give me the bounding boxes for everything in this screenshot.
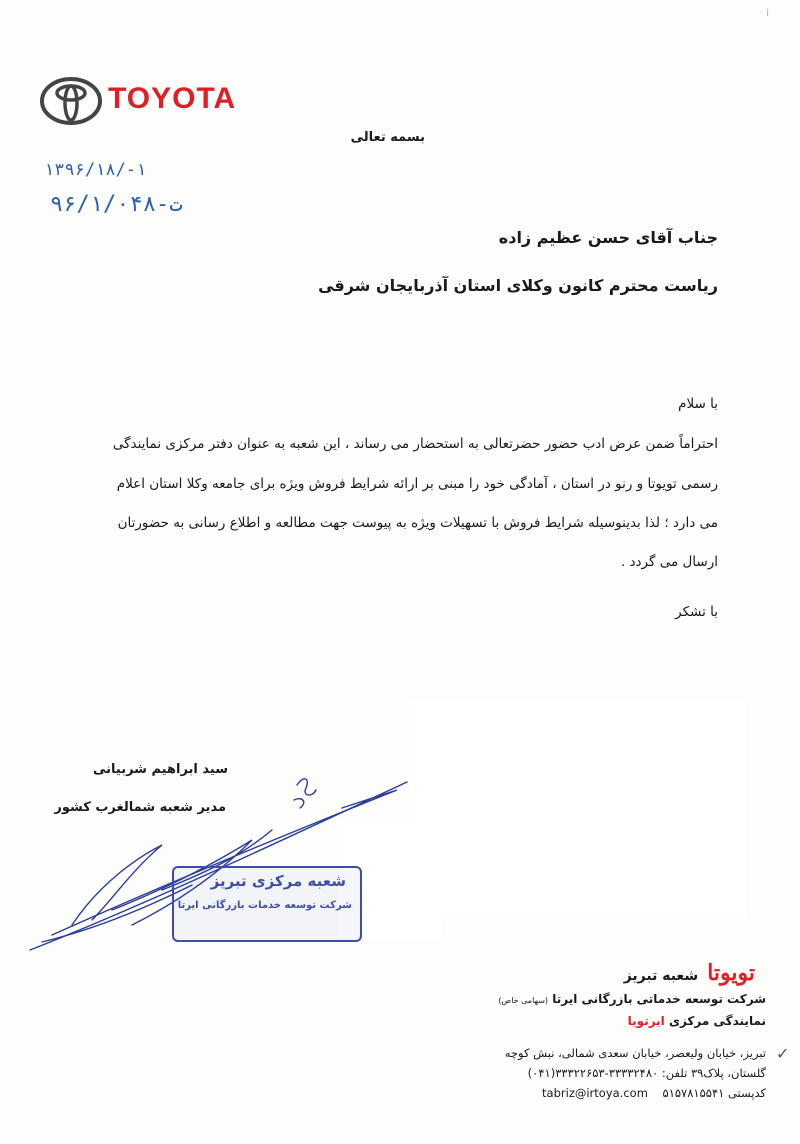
stamp-line: شرکت توسعه خدمات بازرگانی ایرتا [177,900,352,911]
closing: با تشکر [675,604,718,620]
body-line: رسمی تویوتا و رنو در استان ، آمادگی خود را مبنی بر ارائه شرایط فروش ویژه برای جامعه وکلا استان اعلام [116,476,718,492]
company-stamp [172,866,362,942]
footer-branch-name: شعبه تبریز [623,968,699,984]
agency-brand: ایرتویا [627,1014,665,1028]
body-line: می دارد ؛ لذا بدینوسیله شرایط فروش با تسهیلات ویژه به پیوست جهت مطالعه و اطلاع رسانی به حضورتان [117,515,718,531]
invocation-heading: بسمه تعالی [350,130,425,145]
greeting: با سلام [678,396,718,412]
body-line: ارسال می گردد . [620,554,718,570]
footer-brand [624,960,755,986]
agency-prefix: نمایندگی مرکزی [668,1014,766,1028]
footer-email: tabriz@irtoya.com [542,1086,648,1100]
footer-brand-word: تویوتا [707,960,755,985]
toyota-emblem-icon [40,76,102,126]
redacted-area [410,700,746,918]
footer-agency [628,1014,766,1028]
footer-address-line: گلستان، پلاک۳۹ تلفن: ۳۳۳۳۲۴۸۰-۳۳۳۲۲۶۵۳(۰۴۱) [527,1066,766,1080]
footer-contact-line [542,1086,766,1100]
company-note: (سهامی خاص) [498,996,549,1005]
stamp-line: شعبه مرکزی تبریز [210,872,346,890]
handwritten-reference-number: ۹۶/ت-۱/۰۴۸ [50,192,183,217]
signatory-title: مدیر شعبه شمالغرب کشور [54,800,226,815]
footer-address-line: تبریز، خیابان ولیعصر، خیابان سعدی شمالی، نبش کوچه [504,1046,766,1060]
toyota-logo [40,76,270,126]
recipient-name: جناب آقای حسن عظیم زاده [498,228,718,247]
scan-corner-mark: ⁞ [766,8,770,19]
footer-company [498,992,766,1006]
footer-postal-code: کدپستی ۵۱۵۷۸۱۵۵۴۱ [662,1086,766,1100]
handwritten-date: ۱۳۹۶/۱۸/-۱ [44,160,147,180]
checkmark-icon: ✓ [776,1044,790,1063]
toyota-wordmark: TOYOTA [108,82,237,115]
company-name: شرکت توسعه خدماتی بازرگانی ایرتا [552,992,766,1006]
body-line: احتراماً ضمن عرض ادب حضور حضرتعالی به استحضار می رساند ، این شعبه به عنوان دفتر مرکزی نمایندگی [112,436,718,452]
recipient-title: ریاست محترم کانون وکلای استان آذربایجان شرقی [318,276,718,295]
signatory-name: سید ابراهیم شربیانی [92,762,228,777]
